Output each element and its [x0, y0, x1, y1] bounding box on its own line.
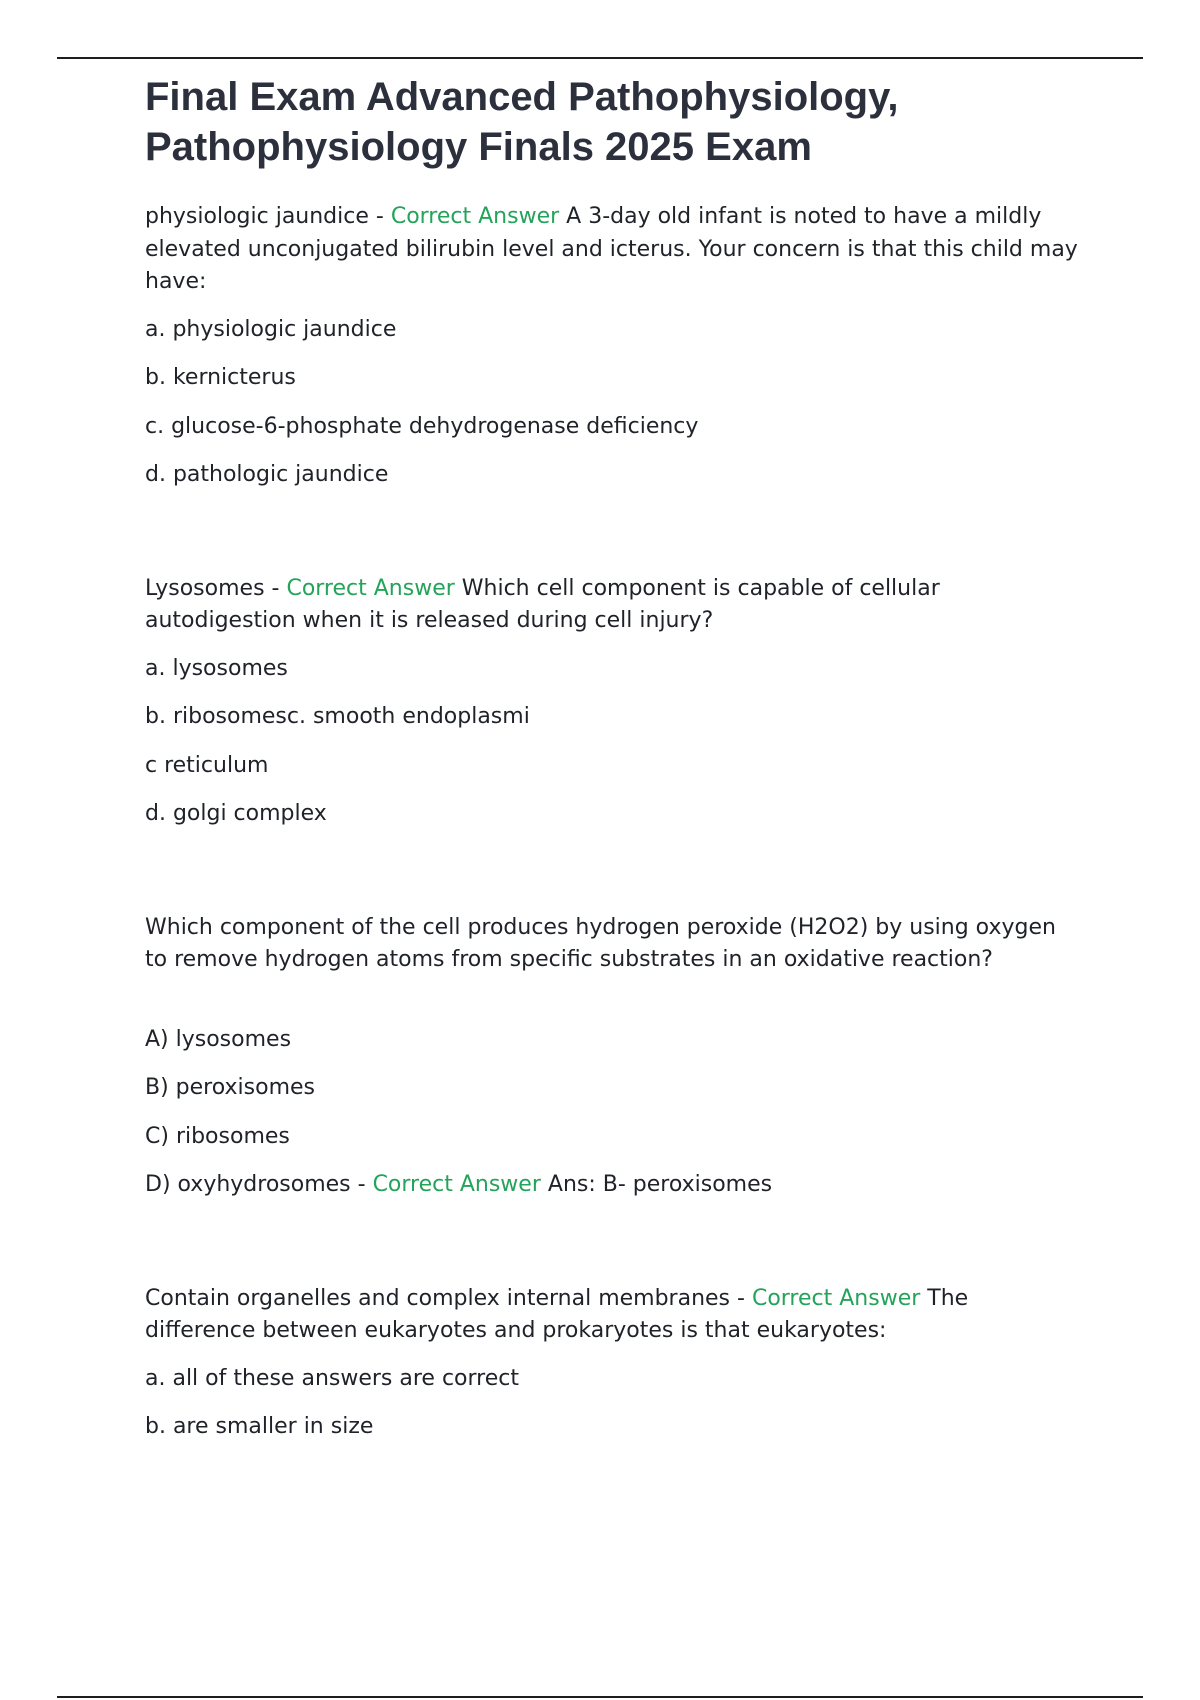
- title-line-2: Pathophysiology Finals 2025 Exam: [145, 125, 812, 169]
- answer-option: b. ribosomesc. smooth endoplasmi: [145, 704, 530, 729]
- question-block: [145, 573, 1085, 831]
- question-text: physiologic jaundice - Correct Answer A 3-day old infant is noted to have a mildly elevated unconjugated bilirubin level and icterus. Your concern is that this child may have:: [145, 204, 1078, 294]
- answer-option: d. pathologic jaundice: [145, 462, 389, 487]
- bottom-rule: [57, 1696, 1143, 1698]
- answer-option: a. lysosomes: [145, 655, 288, 681]
- top-rule: [57, 57, 1143, 59]
- question-text: Lysosomes - Correct Answer Which cell component is capable of cellular autodigestion when it is released during cell injury?: [145, 575, 940, 633]
- correct-answer-label: Correct Answer: [372, 1172, 541, 1197]
- question-block: [145, 1283, 1085, 1444]
- correct-answer-label: Correct Answer: [390, 204, 560, 229]
- question-block: [145, 201, 1085, 492]
- answer-option: c reticulum: [145, 752, 269, 778]
- question-block: [145, 912, 1085, 1202]
- answer-option: b. kernicterus: [145, 365, 296, 390]
- document-body: [145, 72, 1085, 1460]
- answer-option: a. physiologic jaundice: [145, 316, 397, 342]
- question-text: Contain organelles and complex internal membranes - Correct Answer The difference between eukaryotes and prokaryotes is that eukaryotes:: [145, 1285, 969, 1343]
- question-text: Which component of the cell produces hydrogen peroxide (H2O2) by using oxygen to remove hydrogen atoms from specific substrates in an oxidative reaction?: [145, 914, 1056, 972]
- answer-option: A) lysosomes: [145, 1026, 292, 1052]
- answer-option: c. glucose-6-phosphate dehydrogenase deficiency: [145, 413, 699, 439]
- answer-option: a. all of these answers are correct: [145, 1365, 519, 1391]
- title-line-1: Final Exam Advanced Pathophysiology,: [145, 75, 899, 119]
- answer-option: B) peroxisomes: [145, 1075, 315, 1100]
- answer-option: d. golgi complex: [145, 801, 327, 826]
- document-title: [145, 72, 1085, 172]
- answer-option: b. are smaller in size: [145, 1414, 374, 1439]
- answer-option: C) ribosomes: [145, 1123, 290, 1149]
- correct-answer-label: Correct Answer: [286, 575, 455, 601]
- correct-answer-label: Correct Answer: [751, 1285, 921, 1311]
- answer-option: D) oxyhydrosomes - Correct Answer Ans: B- peroxisomes: [145, 1172, 773, 1197]
